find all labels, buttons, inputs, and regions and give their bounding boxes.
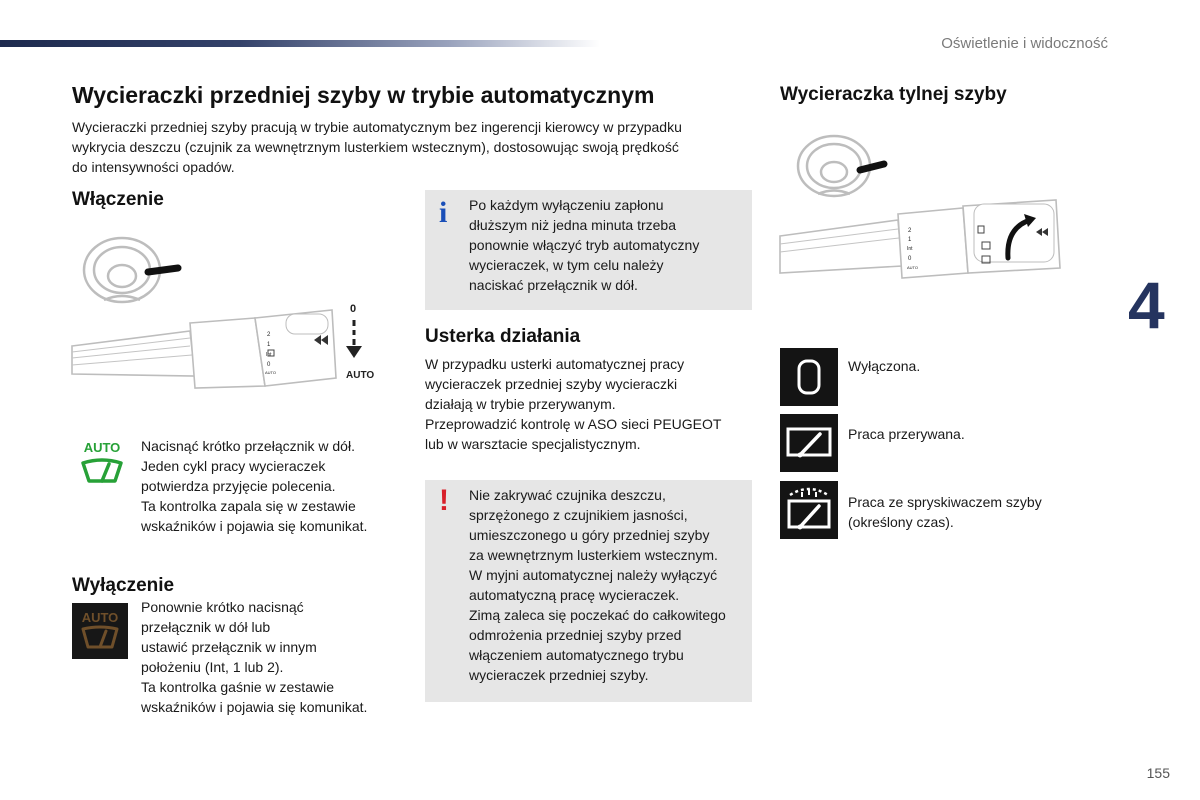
svg-text:0: 0 [267,362,271,368]
svg-text:Int: Int [907,246,913,252]
chapter-number: 4 [1128,268,1165,342]
svg-text:Int: Int [266,352,272,358]
svg-text:0: 0 [908,256,912,262]
section-title: Oświetlenie i widoczność [941,35,1108,52]
wiper-lever-illustration [70,228,400,400]
fault-description: W przypadku usterki automatycznej pracy wycieraczek przedniej szyby wycieraczki działają w trybie przerywanym. Przeprowadzić kontrolę w ASO sieci PEUGEOT lub w warsztacie specjalistycznym. [425,356,722,452]
section-fault-title: Usterka działania [425,326,581,347]
section-on-title: Włączenie [72,189,164,210]
arrow-down-icon [346,346,362,358]
wiper-off-icon [72,625,128,655]
rear-position-washer-label: Praca ze spryskiwaczem szyby (określony czas). [848,494,1042,530]
svg-text:2: 2 [267,332,271,338]
off-description: Ponownie krótko nacisnąć przełącznik w dół lub ustawić przełącznik w innym położeniu (Int, 1 lub 2). Ta kontrolka gaśnie w zestawie wskaźników i pojawia się komunikat. [141,599,368,715]
on-description: Nacisnąć krótko przełącznik w dół. Jeden cykl pracy wycieraczek potwierdza przyjęcie polecenia. Ta kontrolka zapala się w zestawie wskaźników i pojawia się komunikat. [141,438,368,534]
svg-text:1: 1 [267,342,271,348]
washer-wiper-icon [780,481,838,539]
section-off-title: Wyłączenie [72,575,175,596]
wiper-icon [77,455,127,489]
info-box: i Po każdym wyłączeniu zapłonu dłuższym niż jedna minuta trzeba ponownie włączyć tryb automatyczny wycieraczek, w tym celu należy naciskać przełącznik w dół. [425,190,752,310]
rear-wiper-lever-illustration [778,128,1068,298]
warning-box: ! Nie zakrywać czujnika deszczu, sprzężonego z czujnikiem jasności, umieszczonego u góry przedniej szyby za wewnętrznym lusterkiem wstecznym. W myjni automatycznej należy wyłączyć automatyczną pracę wycieraczek. Zimą zaleca się poczekać do całkowitego odmrożenia przedniej szyby przed włączeniem automatycznego trybu wycieraczek przedniej szyby. [425,480,752,702]
page-number: 155 [1146,765,1170,781]
page-title: Wycieraczki przedniej szyby w trybie automatycznym [72,82,655,108]
svg-text:AUTO: AUTO [265,370,277,375]
lever-tip-icon [148,268,178,272]
steering-wheel-icon [798,136,870,196]
auto-wiper-indicator-off: AUTO [72,603,128,659]
section-rear-title: Wycieraczka tylnej szyby [780,84,1007,105]
svg-text:2: 2 [908,228,912,234]
lever-zero-label: 0 [350,303,357,315]
header-bar [0,40,600,47]
intro-text: Wycieraczki przedniej szyby pracują w trybie automatycznym bez ingerencji kierowcy w przypadku wykrycia deszczu (czujnik za wewnętrznym lusterkiem wstecznym), dostosowując swoją prędkość do intensywności opadów. [72,119,682,175]
rear-position-int-label: Praca przerywana. [848,426,965,442]
svg-text:AUTO: AUTO [907,265,919,270]
lever-auto-label: AUTO [346,370,375,381]
info-icon: i [439,196,448,229]
auto-wiper-indicator-on: AUTO [77,440,127,494]
warning-icon: ! [439,484,449,517]
svg-text:1: 1 [908,237,912,243]
zero-position-icon [780,348,838,406]
intermittent-wiper-icon [780,414,838,472]
rear-position-off-label: Wyłączona. [848,358,921,374]
